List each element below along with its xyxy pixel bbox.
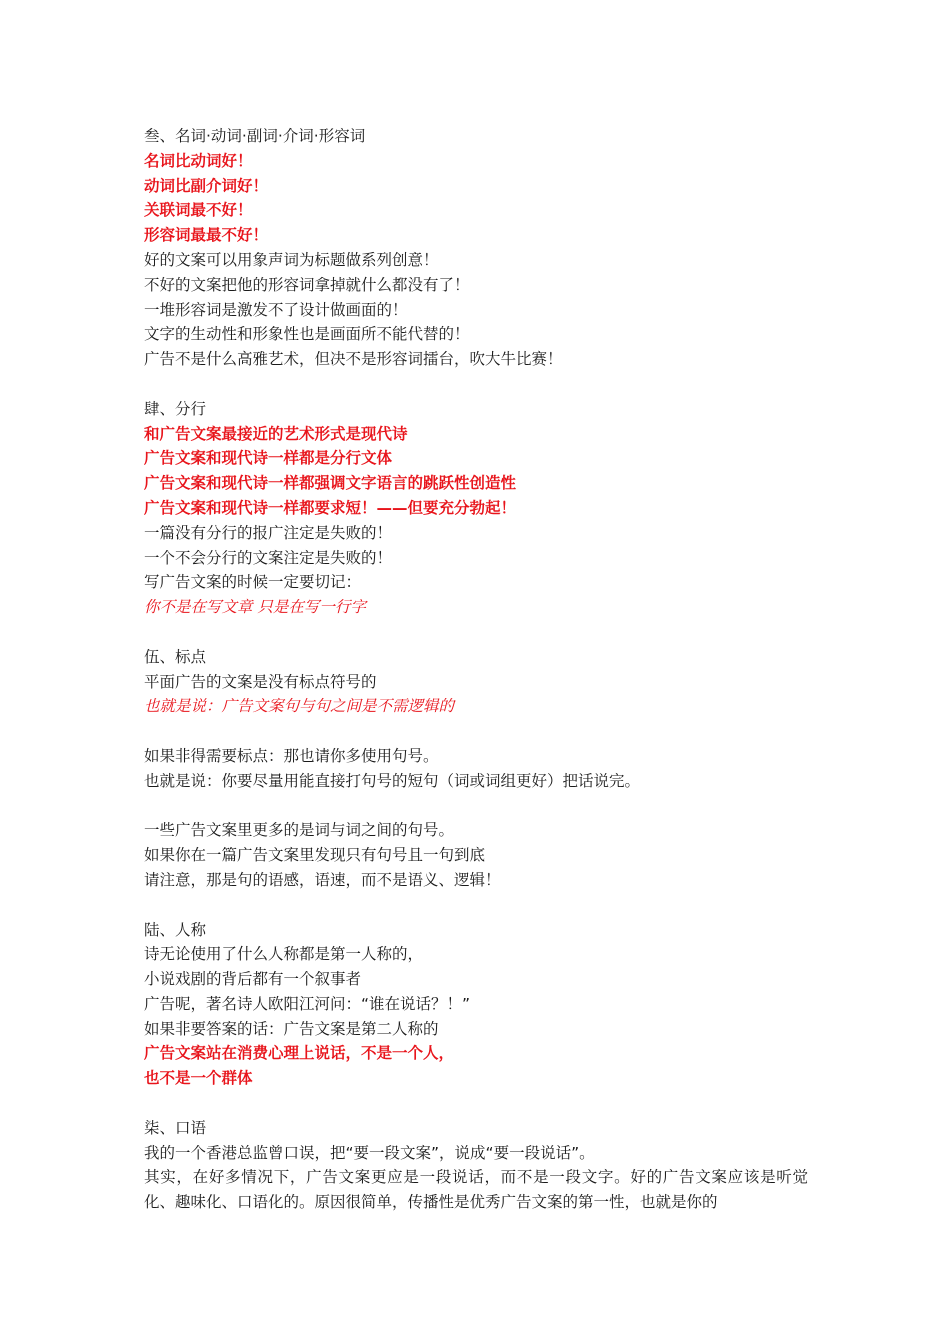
italic-quote: 你不是在写文章 只是在写一行字 xyxy=(144,598,366,617)
section-heading-4: 肆、分行 xyxy=(144,399,207,418)
emphasis-line: 名词比动词好！ xyxy=(144,151,253,170)
emphasis-line: 和广告文案最接近的艺术形式是现代诗 xyxy=(144,424,408,443)
body-line: 小说戏剧的背后都有一个叙事者 xyxy=(144,970,362,989)
section-heading-5: 伍、标点 xyxy=(144,647,207,666)
spacer xyxy=(144,893,824,918)
body-line: 也就是说：你要尽量用能直接打句号的短句（词或词组更好）把话说完。 xyxy=(144,771,641,790)
spacer xyxy=(144,1091,824,1116)
section-heading-6: 陆、人称 xyxy=(144,920,207,939)
body-line: 一堆形容词是激发不了设计做画面的！ xyxy=(144,300,408,319)
emphasis-line: 也不是一个群体 xyxy=(144,1069,253,1088)
body-line: 写广告文案的时候一定要切记： xyxy=(144,573,362,592)
spacer xyxy=(144,794,824,819)
body-line: 如果非得需要标点：那也请你多使用句号。 xyxy=(144,746,439,765)
body-line: 广告不是什么高雅艺术，但决不是形容词擂台，吹大牛比赛！ xyxy=(144,350,563,369)
body-line: 一个不会分行的文案注定是失败的！ xyxy=(144,548,393,567)
emphasis-line: 动词比副介词好！ xyxy=(144,176,269,195)
body-line: 广告呢，著名诗人欧阳江河问：“谁在说话？！” xyxy=(144,994,471,1013)
body-line: 请注意，那是句的语感，语速，而不是语义、逻辑！ xyxy=(144,870,501,889)
emphasis-line: 广告文案和现代诗一样都要求短！——但要充分勃起！ xyxy=(144,498,517,517)
italic-quote: 也就是说：广告文案句与句之间是不需逻辑的 xyxy=(144,697,455,716)
body-line: 一些广告文案里更多的是词与词之间的句号。 xyxy=(144,821,455,840)
emphasis-line: 广告文案和现代诗一样都强调文字语言的跳跃性创造性 xyxy=(144,474,517,493)
section-heading-7: 柒、口语 xyxy=(144,1118,207,1137)
paragraph-clip xyxy=(144,1165,824,1239)
body-line: 平面广告的文案是没有标点符号的 xyxy=(144,672,377,691)
document-page xyxy=(144,124,824,1240)
body-line: 一篇没有分行的报广注定是失败的！ xyxy=(144,523,393,542)
emphasis-line: 关联词最不好！ xyxy=(144,201,253,220)
emphasis-line: 形容词最最不好！ xyxy=(144,226,269,245)
body-line: 如果非要答案的话：广告文案是第二人称的 xyxy=(144,1019,439,1038)
body-line: 好的文案可以用象声词为标题做系列创意！ xyxy=(144,250,439,269)
body-line: 如果你在一篇广告文案里发现只有句号且一句到底 xyxy=(144,846,486,865)
body-line: 文字的生动性和形象性也是画面所不能代替的！ xyxy=(144,325,470,344)
section-heading-3: 叁、名词·动词·副词·介词·形容词 xyxy=(144,127,366,145)
spacer xyxy=(144,620,824,645)
body-line: 不好的文案把他的形容词拿掉就什么都没有了！ xyxy=(144,275,470,294)
body-line: 诗无论使用了什么人称都是第一人称的， xyxy=(144,945,424,964)
body-line: 我的一个香港总监曾口误，把“要一段文案”，说成“要一段说话”。 xyxy=(144,1143,595,1162)
body-paragraph: 其实，在好多情况下，广告文案更应是一段说话，而不是一段文字。好的广告文案应该是听觉化、趣味化、口语化的。原因很简单，传播性是优秀广告文案的第一性，也就是你的 xyxy=(144,1168,808,1212)
emphasis-line: 广告文案和现代诗一样都是分行文体 xyxy=(144,449,393,468)
spacer xyxy=(144,719,824,744)
spacer xyxy=(144,372,824,397)
emphasis-line: 广告文案站在消费心理上说话，不是一个人， xyxy=(144,1044,455,1063)
